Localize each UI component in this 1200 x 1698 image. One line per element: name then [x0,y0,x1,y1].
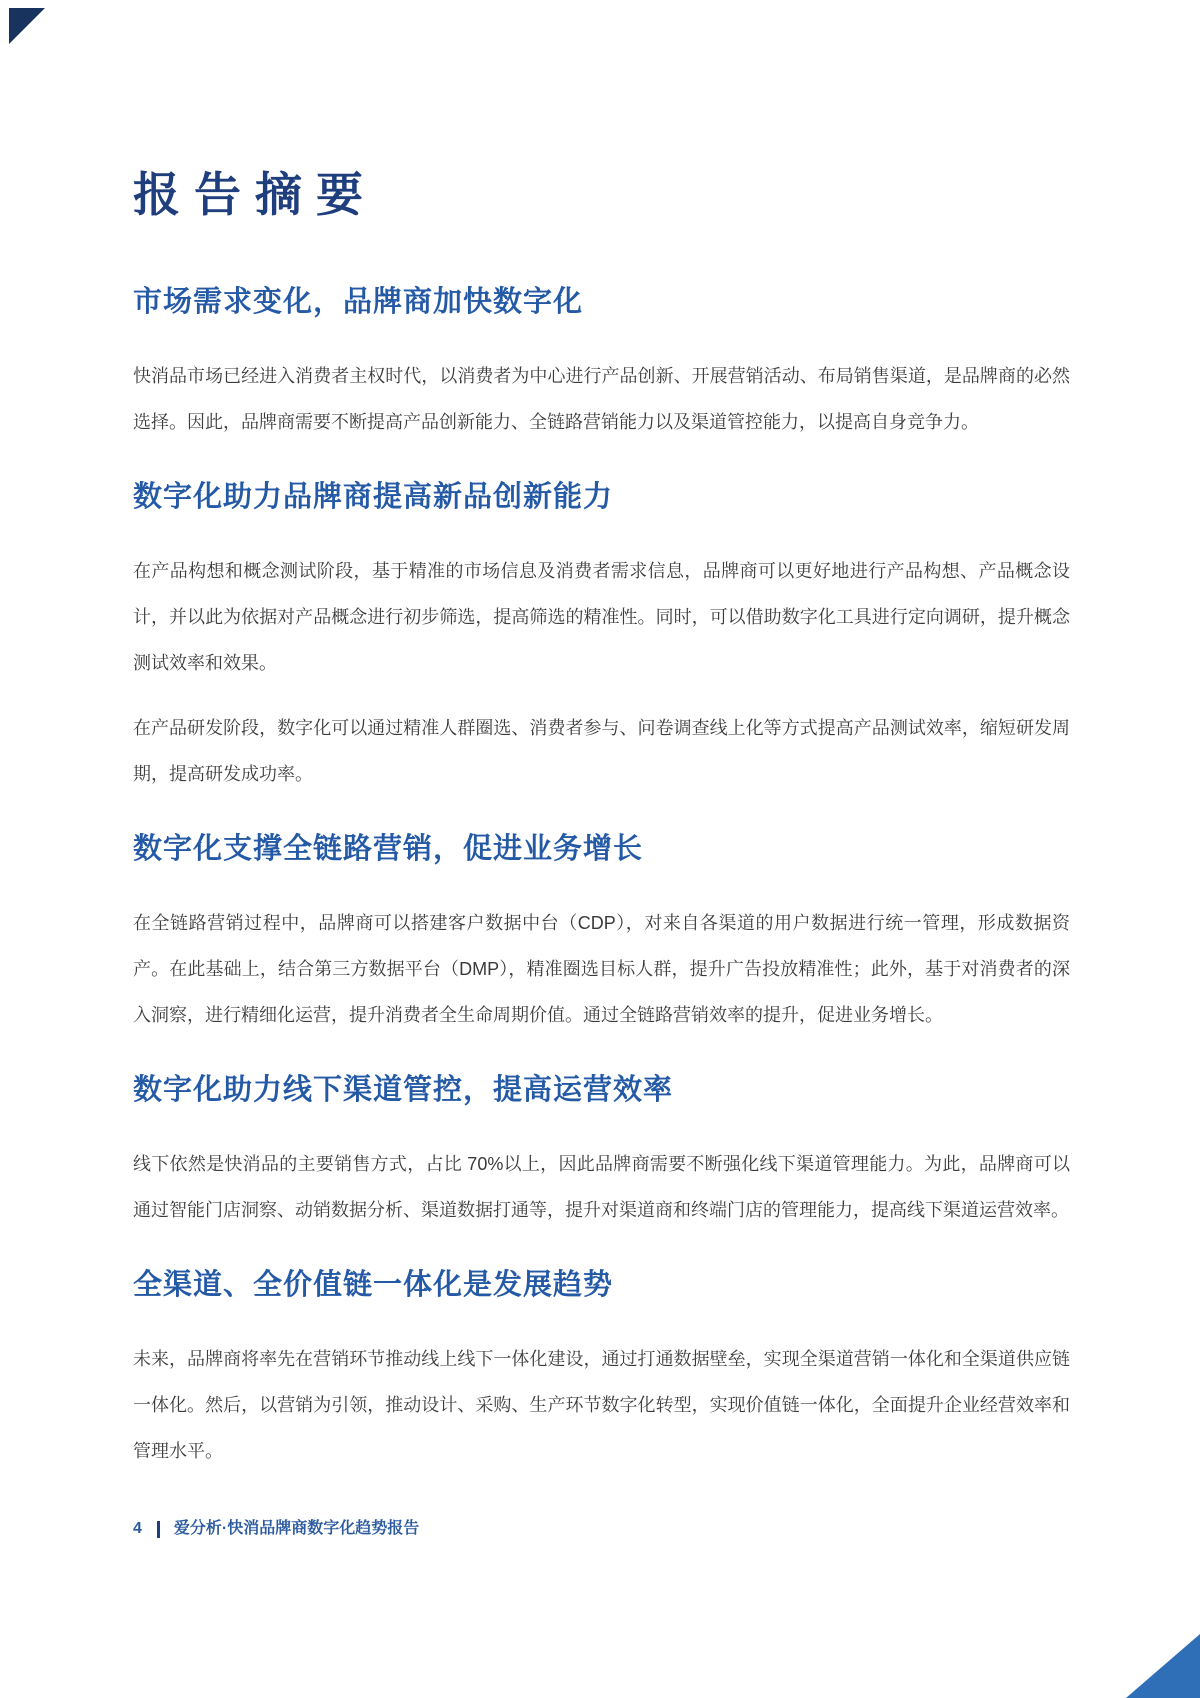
section [133,1265,1070,1474]
paragraph: 在产品构想和概念测试阶段，基于精准的市场信息及消费者需求信息，品牌商可以更好地进行产品构想、产品概念设计，并以此为依据对产品概念进行初步筛选，提高筛选的精准性。同时，可以借助数字化工具进行定向调研，提升概念测试效率和效果。 [133,561,1070,673]
section [133,477,1070,797]
section-heading [133,829,1070,869]
section-heading-part: 数字化助力品牌商提高新品创新能力 [133,481,614,513]
section-heading-part: 市场需求变化，品牌商加快数字化 [133,286,584,318]
paragraph: 快消品市场已经进入消费者主权时代，以消费者为中心进行产品创新、开展营销活动、布局销售渠道，是品牌商的必然选择。因此，品牌商需要不断提高产品创新能力、全链路营销能力以及渠道管控能力，以提高自身竞争力。 [133,366,1070,432]
section-heading [133,1070,1070,1110]
footer-report-title: 爱分析·快消品牌商数字化趋势报告 [173,1520,420,1537]
section-heading-part: 效率 [613,1074,674,1106]
section-heading [133,282,1070,322]
section-heading-part: 数字化支撑全链路营销，促进业务增长 [133,833,644,865]
page-title: 报告摘要 [133,168,377,221]
paragraph: 在全链路营销过程中，品牌商可以搭建客户数据中台（CDP），对来自各渠道的用户数据进行统一管理，形成数据资产。在此基础上，结合第三方数据平台（DMP），精准圈选目标人群，提升广告投放精准性；此外，基于对消费者的深入洞察，进行精细化运营，提升消费者全生命周期价值。通过全链路营销效率的提升，促进业务增长。 [133,913,1070,1025]
section [133,282,1070,445]
section-heading [133,1265,1070,1305]
section [133,1070,1070,1233]
paragraph: 在产品研发阶段，数字化可以通过精准人群圈选、消费者参与、问卷调查线上化等方式提高产品测试效率，缩短研发周期，提高研发成功率。 [133,718,1070,784]
section [133,829,1070,1038]
paragraph: 未来，品牌商将率先在营销环节推动线上线下一体化建设，通过打通数据壁垒，实现全渠道营销一体化和全渠道供应链一体化。然后，以营销为引领，推动设计、采购、生产环节数字化转型，实现价值链一体化，全面提升企业经营效率和管理水平。 [133,1349,1070,1461]
page-number: 4 [133,1520,142,1537]
sections-container [133,282,1070,1474]
section-heading-part: 运营 [553,1074,614,1106]
section-heading [133,477,1070,517]
section-heading-part: 数字化助力线下渠道管控，提高 [133,1074,554,1106]
paragraph: 线下依然是快消品的主要销售方式，占比 70%以上，因此品牌商需要不断强化线下渠道管理能力。为此，品牌商可以通过智能门店洞察、动销数据分析、渠道数据打通等，提升对渠道商和终端门店的管理能力，提高线下渠道运营效率。 [133,1154,1070,1220]
page-footer [133,1519,1070,1539]
footer-separator-bar [157,1521,160,1538]
bottom-right-corner-triangle-decoration [1126,1634,1200,1698]
section-heading-part: 全渠道、全价值链一体化是发展趋势 [133,1269,614,1301]
